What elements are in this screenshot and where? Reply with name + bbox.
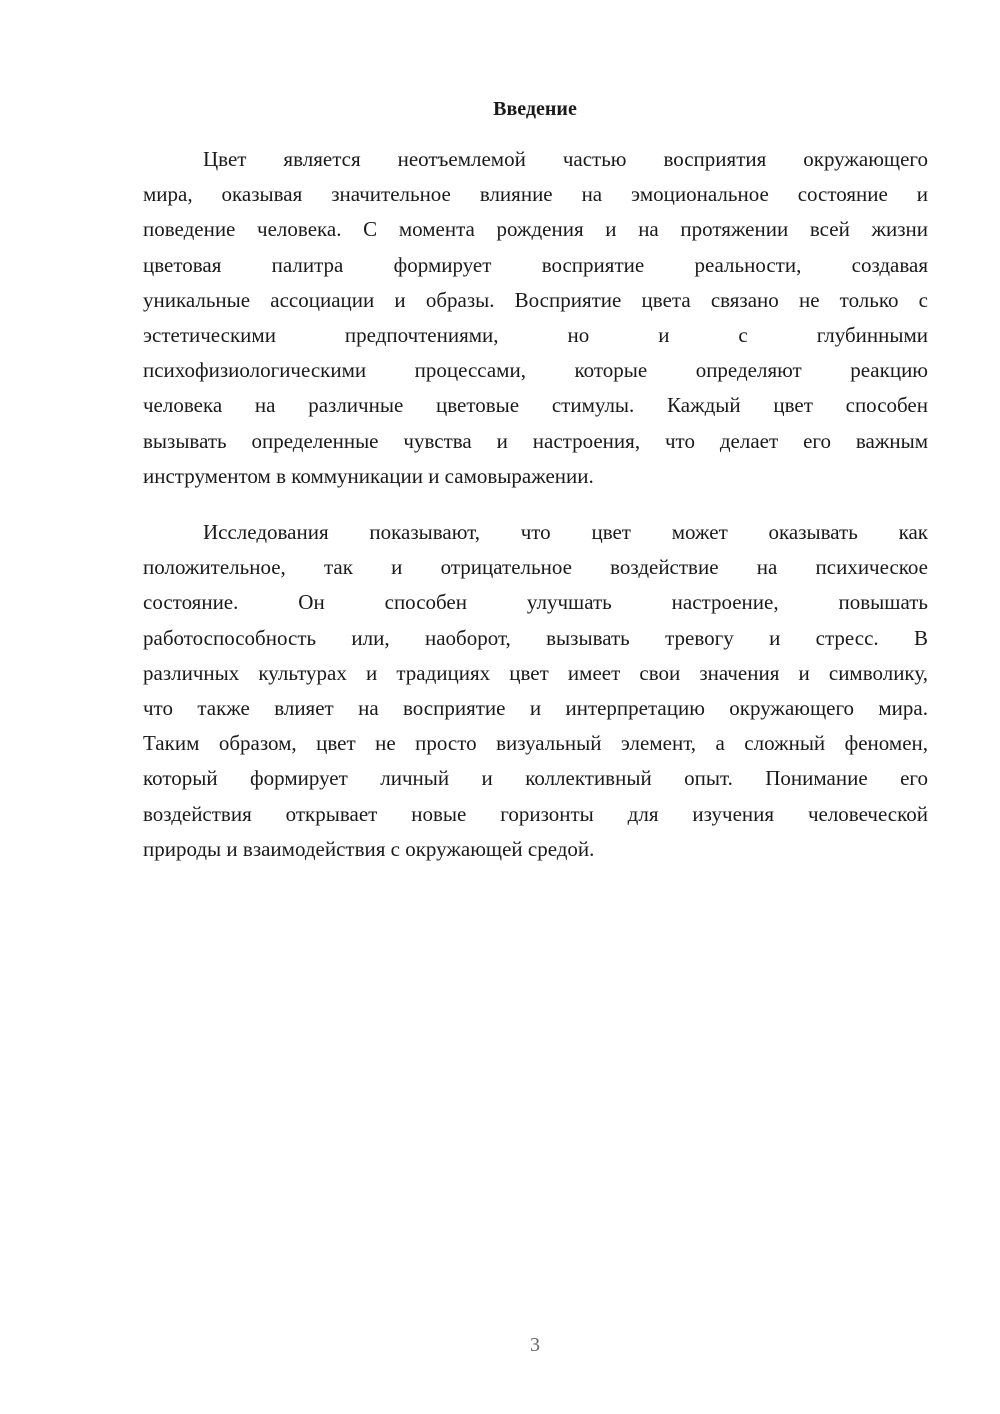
text-line: Таким образом, цвет не просто визуальный элемент, а сложный феномен, bbox=[143, 731, 928, 756]
text-line: природы и взаимодействия с окружающей средой. bbox=[143, 836, 595, 861]
text-line: воздействия открывает новые горизонты для изучения человеческой bbox=[143, 801, 928, 826]
text-line: Исследования показывают, что цвет может оказывать как bbox=[203, 520, 928, 544]
text-line: эстетическими предпочтениями, но и с глубинными bbox=[143, 322, 928, 347]
text-line: поведение человека. С момента рождения и на протяжении всей жизни bbox=[143, 217, 928, 242]
text-line: уникальные ассоциации и образы. Восприятие цвета связано не только с bbox=[143, 287, 928, 312]
text-line: цветовая палитра формирует восприятие реальности, создавая bbox=[143, 252, 928, 277]
paragraph-2 bbox=[143, 515, 928, 867]
text-line: человека на различные цветовые стимулы. Каждый цвет способен bbox=[143, 393, 928, 418]
paragraph-1 bbox=[143, 142, 928, 494]
text-line: работоспособность или, наоборот, вызывать тревогу и стресс. В bbox=[143, 625, 928, 650]
text-line: состояние. Он способен улучшать настроение, повышать bbox=[143, 590, 928, 615]
text-line: мира, оказывая значительное влияние на эмоциональное состояние и bbox=[143, 182, 928, 207]
page-number: 3 bbox=[530, 1334, 540, 1356]
text-line: психофизиологическими процессами, которые определяют реакцию bbox=[143, 358, 928, 383]
text-line: положительное, так и отрицательное воздействие на психическое bbox=[143, 555, 928, 580]
text-line: Цвет является неотъемлемой частью восприятия окружающего bbox=[203, 147, 928, 171]
text-line: что также влияет на восприятие и интерпретацию окружающего мира. bbox=[143, 695, 928, 720]
text-line: который формирует личный и коллективный опыт. Понимание его bbox=[143, 766, 928, 791]
text-line: инструментом в коммуникации и самовыражении. bbox=[143, 463, 594, 488]
section-heading: Введение bbox=[493, 98, 577, 120]
text-line: различных культурах и традициях цвет имеет свои значения и символику, bbox=[143, 660, 928, 685]
text-line: вызывать определенные чувства и настроения, что делает его важным bbox=[143, 428, 928, 453]
